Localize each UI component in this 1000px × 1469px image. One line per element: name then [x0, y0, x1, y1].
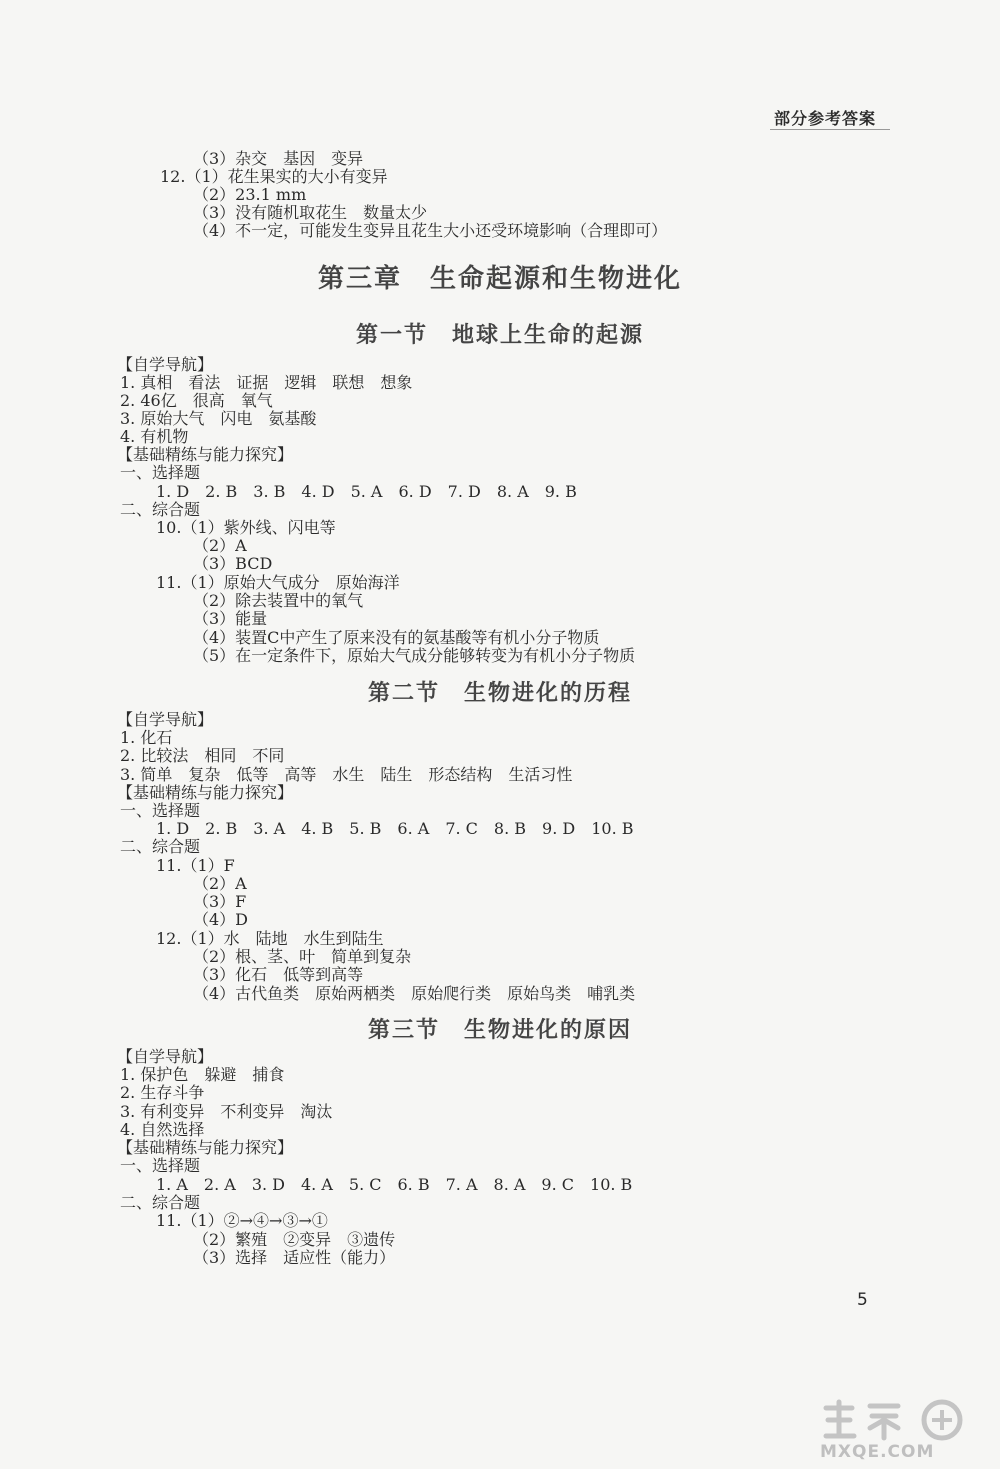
header-rule	[770, 129, 890, 130]
answer-line: 11.（1）②→④→③→①	[156, 1211, 328, 1230]
answer-line: 1. 真相 看法 证据 逻辑 联想 想象	[120, 373, 413, 392]
watermark-logo-icon	[820, 1398, 970, 1442]
chapter-title: 第三章 生命起源和生物进化	[317, 264, 682, 294]
answer-line: （3）BCD	[193, 554, 273, 573]
page-header: 部分参考答案	[773, 109, 876, 128]
answer-line: 2. 生存斗争	[120, 1083, 205, 1102]
answer-line: （3）没有随机取花生 数量太少	[193, 203, 428, 222]
answer-line: 二、综合题	[120, 837, 201, 856]
page-number: 5	[857, 1290, 868, 1310]
answer-line: （2）A	[193, 874, 247, 893]
answer-line: 【基础精练与能力探究】	[117, 783, 294, 802]
answer-line: （4）古代鱼类 原始两栖类 原始爬行类 原始鸟类 哺乳类	[193, 984, 636, 1003]
answer-line: 2. 46亿 很高 氧气	[120, 391, 273, 410]
answer-line: 4. 自然选择	[120, 1120, 205, 1139]
answer-line: （2）除去装置中的氧气	[193, 591, 364, 610]
answer-line: （2）A	[193, 536, 247, 555]
answer-line: （3）选择 适应性（能力）	[193, 1248, 396, 1267]
answer-line: 3. 简单 复杂 低等 高等 水生 陆生 形态结构 生活习性	[120, 765, 573, 784]
answer-line: 二、综合题	[120, 1193, 201, 1212]
answer-line: 1. D 2. B 3. A 4. B 5. B 6. A 7. C 8. B 9. D 10. B	[156, 819, 634, 838]
answer-line: 二、综合题	[120, 500, 201, 519]
answer-line: （4）不一定，可能发生变异且花生大小还受环境影响（合理即可）	[193, 221, 668, 240]
answer-line: （3）F	[193, 892, 247, 911]
section-title: 第一节 地球上生命的起源	[355, 323, 644, 348]
answer-line: 一、选择题	[120, 1156, 201, 1175]
answer-line: （2）23.1 mm	[193, 185, 307, 204]
answer-line: 【基础精练与能力探究】	[117, 1138, 294, 1157]
section-title: 第二节 生物进化的历程	[367, 681, 632, 706]
answer-line: 11.（1）原始大气成分 原始海洋	[156, 573, 400, 592]
answer-line: 12.（1）花生果实的大小有变异	[160, 167, 388, 186]
watermark-text: MXQE.COM	[820, 1442, 935, 1462]
answer-line: （2）繁殖 ②变异 ③遗传	[193, 1230, 396, 1249]
answer-line: （5）在一定条件下，原始大气成分能够转变为有机小分子物质	[193, 646, 636, 665]
answer-line: （2）根、茎、叶 简单到复杂	[193, 947, 412, 966]
answer-line: 【自学导航】	[117, 710, 214, 729]
answer-line: 1. D 2. B 3. B 4. D 5. A 6. D 7. D 8. A 9. B	[156, 482, 577, 501]
section-title: 第三节 生物进化的原因	[367, 1018, 632, 1043]
answer-line: 3. 有利变异 不利变异 淘汰	[120, 1102, 333, 1121]
answer-line: 4. 有机物	[120, 427, 189, 446]
answer-line: 1. A 2. A 3. D 4. A 5. C 6. B 7. A 8. A 9. C 10. B	[156, 1175, 633, 1194]
watermark	[820, 1398, 995, 1464]
answer-line: 2. 比较法 相同 不同	[120, 746, 285, 765]
answer-line: 【自学导航】	[117, 355, 214, 374]
answer-line: 1. 保护色 躲避 捕食	[120, 1065, 285, 1084]
answer-line: 【基础精练与能力探究】	[117, 445, 294, 464]
answer-line: （3）能量	[193, 609, 268, 628]
answer-line: 10.（1）紫外线、闪电等	[156, 518, 336, 537]
answer-line: （4）装置C中产生了原来没有的氨基酸等有机小分子物质	[193, 628, 600, 647]
answer-line: 11.（1）F	[156, 856, 235, 875]
answer-line: （4）D	[193, 910, 249, 929]
answer-line: 12.（1）水 陆地 水生到陆生	[156, 929, 384, 948]
answer-line: 1. 化石	[120, 728, 173, 747]
answer-line: 一、选择题	[120, 463, 201, 482]
answer-line: （3）化石 低等到高等	[193, 965, 364, 984]
answer-line: 3. 原始大气 闪电 氨基酸	[120, 409, 317, 428]
answer-line: 一、选择题	[120, 801, 201, 820]
answer-line: 【自学导航】	[117, 1047, 214, 1066]
answer-line: （3）杂交 基因 变异	[193, 149, 364, 168]
